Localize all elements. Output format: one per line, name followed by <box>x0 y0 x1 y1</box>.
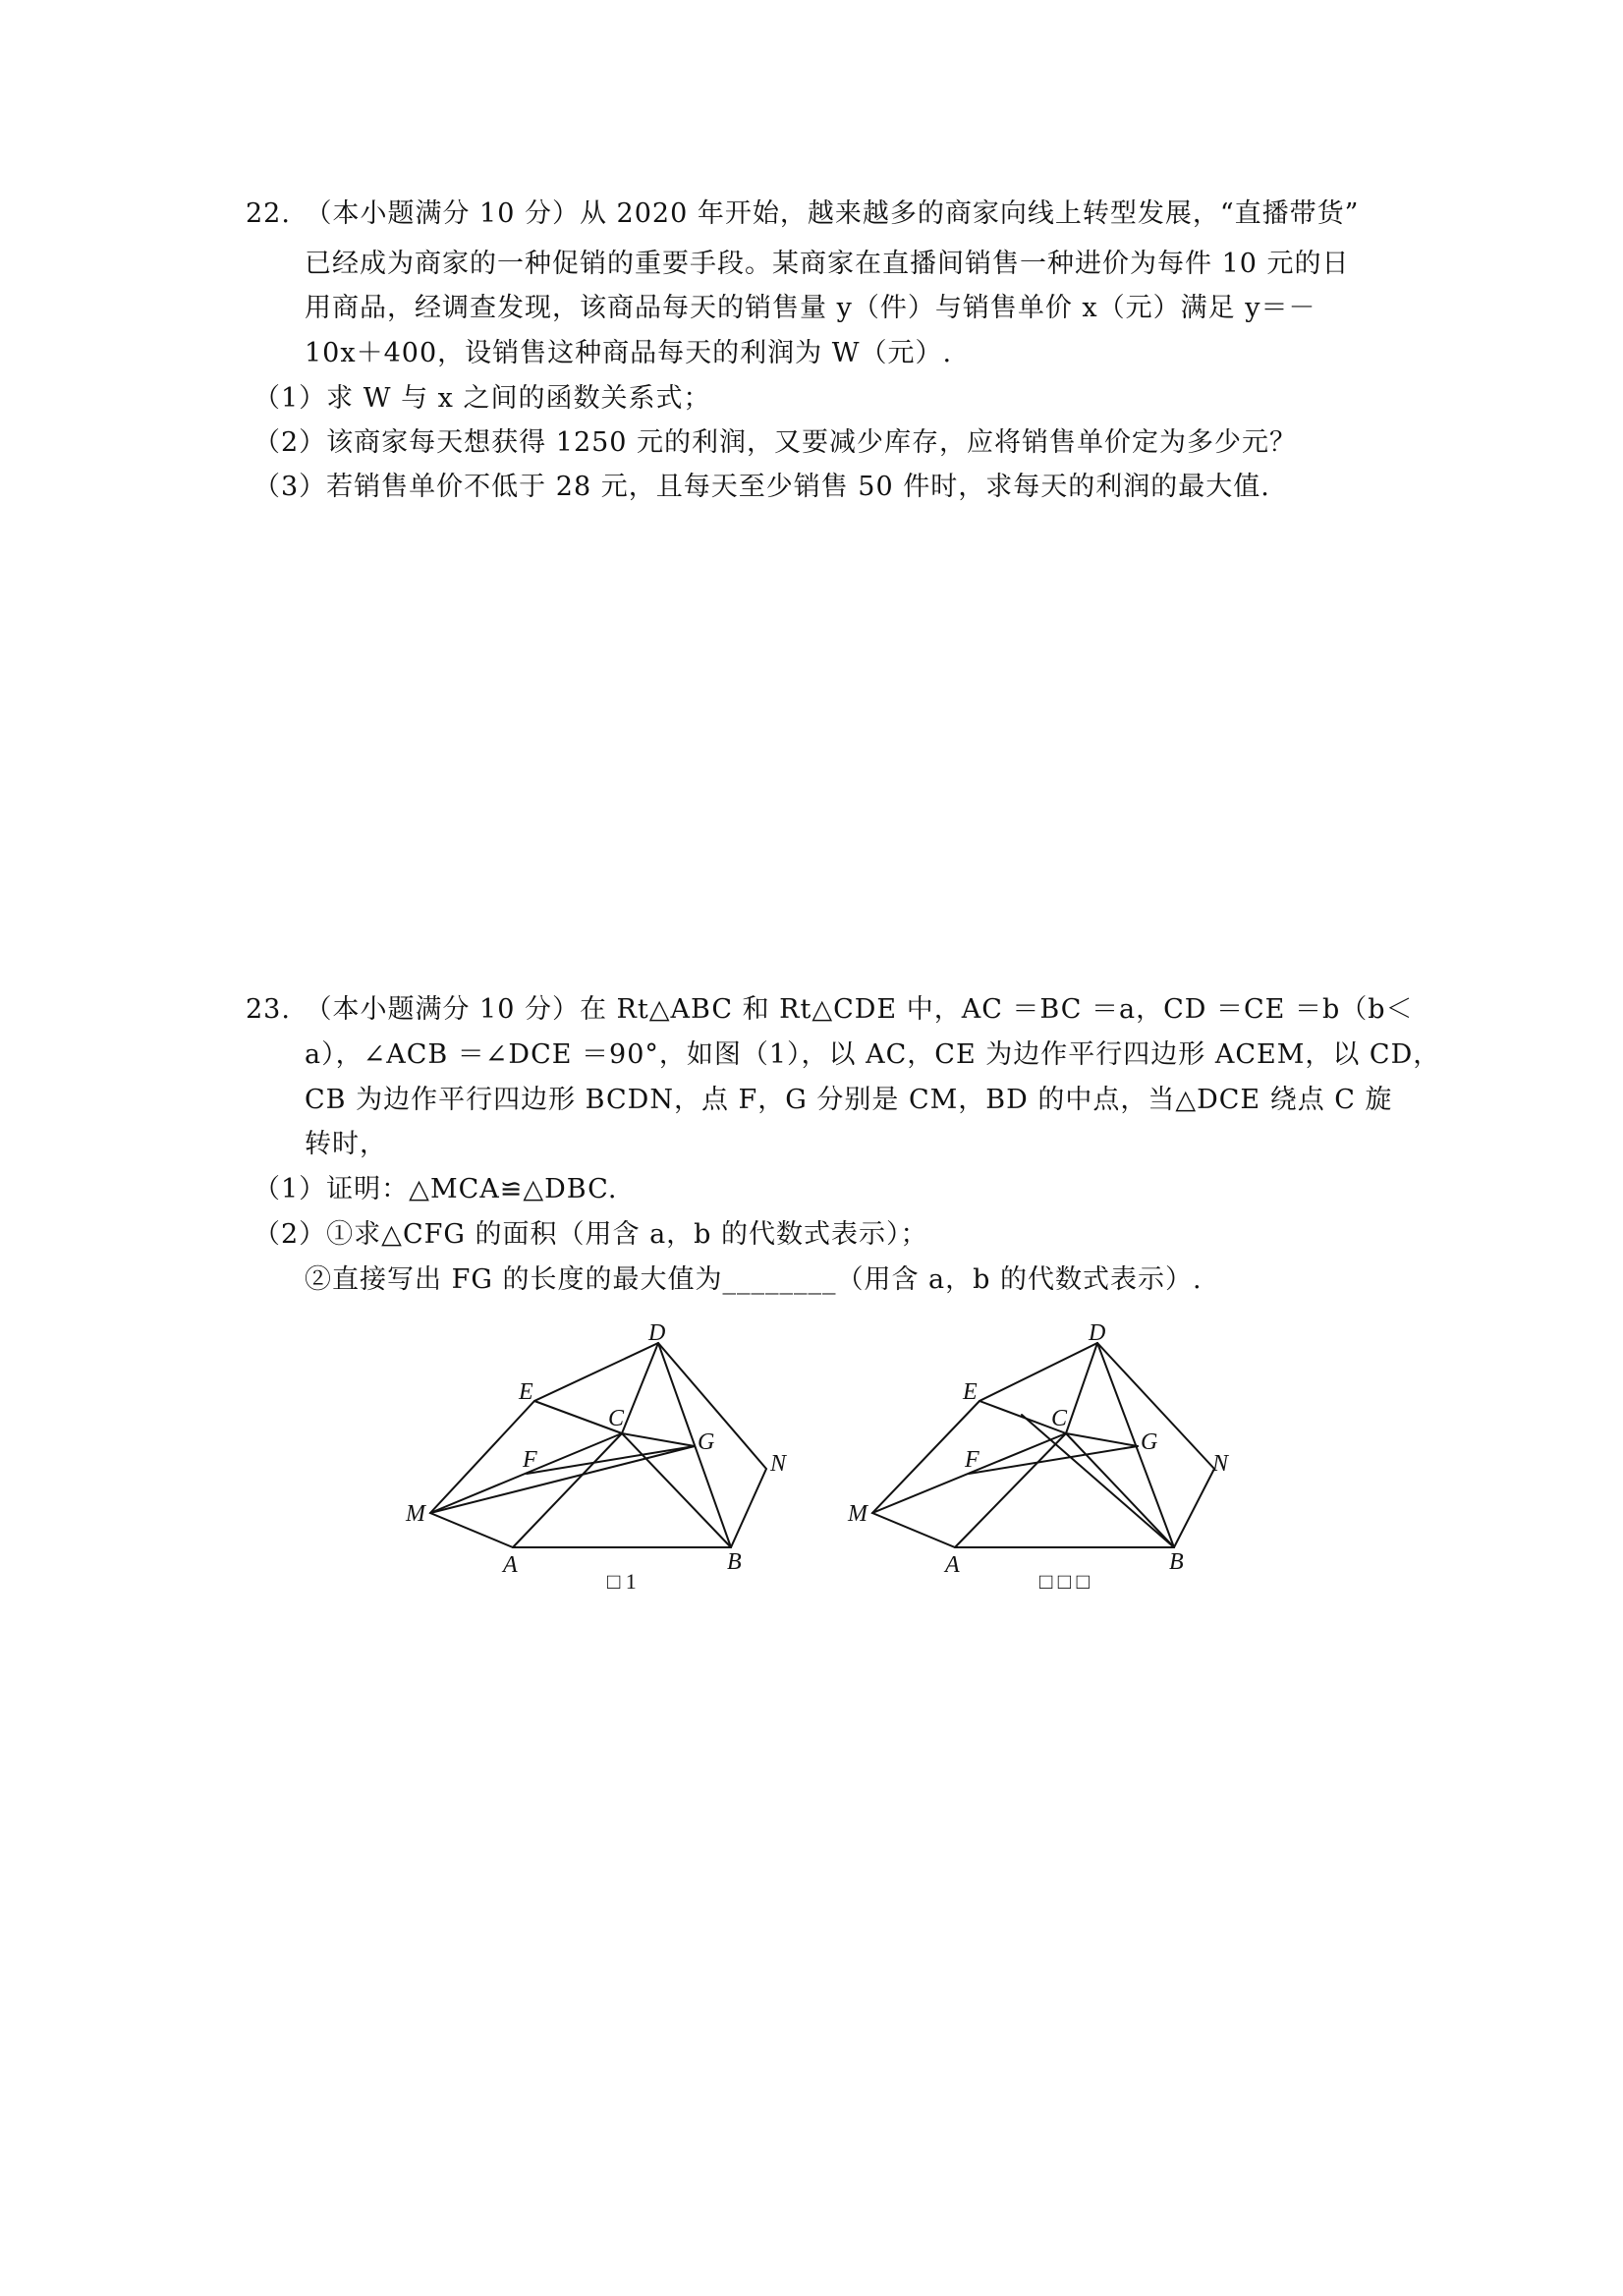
fig1-label-G: G <box>698 1429 715 1455</box>
problem-22-line-3: 用商品，经调查发现，该商品每天的销售量 y（件）与销售单价 x（元）满足 y＝－ <box>305 293 1316 323</box>
fig2-label-M: M <box>848 1501 867 1527</box>
problem-22-line-1: 22. （本小题满分 10 分）从 2020 年开始，越来越多的商家向线上转型发展，“直播带货” <box>246 198 1360 229</box>
figure-1 <box>405 1320 788 1594</box>
fig1-seg-FG <box>527 1446 695 1474</box>
fig2-seg-FG <box>969 1446 1138 1474</box>
fig2-label-E: E <box>963 1379 978 1405</box>
figure-2 <box>847 1320 1230 1594</box>
fig1-label-M: M <box>406 1501 425 1527</box>
problem-22-part-3: （3）若销售单价不低于 28 元，且每天至少销售 50 件时，求每天的利润的最大值. <box>253 472 1270 502</box>
fig1-label-N: N <box>770 1451 787 1477</box>
fig1-label-C: C <box>608 1406 625 1431</box>
fig2-label-C: C <box>1051 1406 1068 1431</box>
fig1-label-A: A <box>503 1552 518 1578</box>
fig1-label-B: B <box>727 1549 742 1575</box>
problem-22-line-2: 已经成为商家的一种促销的重要手段。某商家在直播间销售一种进价为每件 10 元的日 <box>305 249 1350 279</box>
problem-23-line-2: a），∠ACB ＝∠DCE ＝90°，如图（1），以 AC，CE 为边作平行四边形 ACEM，以 CD， <box>305 1039 1441 1070</box>
fig2-label-D: D <box>1089 1320 1106 1346</box>
fig1-label-F: F <box>523 1447 537 1473</box>
fig1-seg-MG <box>430 1446 695 1513</box>
fig2-label-G: G <box>1141 1429 1158 1455</box>
fig2-seg-CB <box>1066 1433 1174 1547</box>
problem-23-part-1: （1）证明：△MCA≌△DBC. <box>253 1174 618 1204</box>
fig2-label-A: A <box>945 1552 960 1578</box>
fig2-caption: □ □ □ <box>1039 1569 1090 1594</box>
fig2-label-N: N <box>1212 1451 1229 1477</box>
problem-22-part-2: （2）该商家每天想获得 1250 元的利润，又要减少库存，应将销售单价定为多少元？ <box>253 427 1298 458</box>
fig1-outline <box>430 1343 766 1547</box>
problem-23-part-2: （2）①求△CFG 的面积（用含 a，b 的代数式表示）； <box>253 1219 928 1250</box>
problem-23-line-4: 转时， <box>305 1129 387 1159</box>
problem-23-part-2-sub: ②直接写出 FG 的长度的最大值为________（用含 a，b 的代数式表示）. <box>305 1264 1203 1295</box>
fig1-label-D: D <box>648 1320 666 1346</box>
problem-23-line-3: CB 为边作平行四边形 BCDN，点 F，G 分别是 CM，BD 的中点，当△DCE 绕点 C 旋 <box>305 1085 1393 1115</box>
fig1-caption: □ 1 <box>607 1569 637 1594</box>
fig2-label-B: B <box>1169 1549 1184 1575</box>
fig2-label-F: F <box>965 1447 979 1473</box>
problem-22-part-1: （1）求 W 与 x 之间的函数关系式； <box>253 383 711 414</box>
problem-22-line-4: 10x＋400，设销售这种商品每天的利润为 W（元）. <box>305 338 953 368</box>
problem-23-line-1: 23. （本小题满分 10 分）在 Rt△ABC 和 Rt△CDE 中，AC ＝BC ＝a，CD ＝CE ＝b（b＜ <box>246 994 1414 1025</box>
fig1-label-E: E <box>519 1379 533 1405</box>
